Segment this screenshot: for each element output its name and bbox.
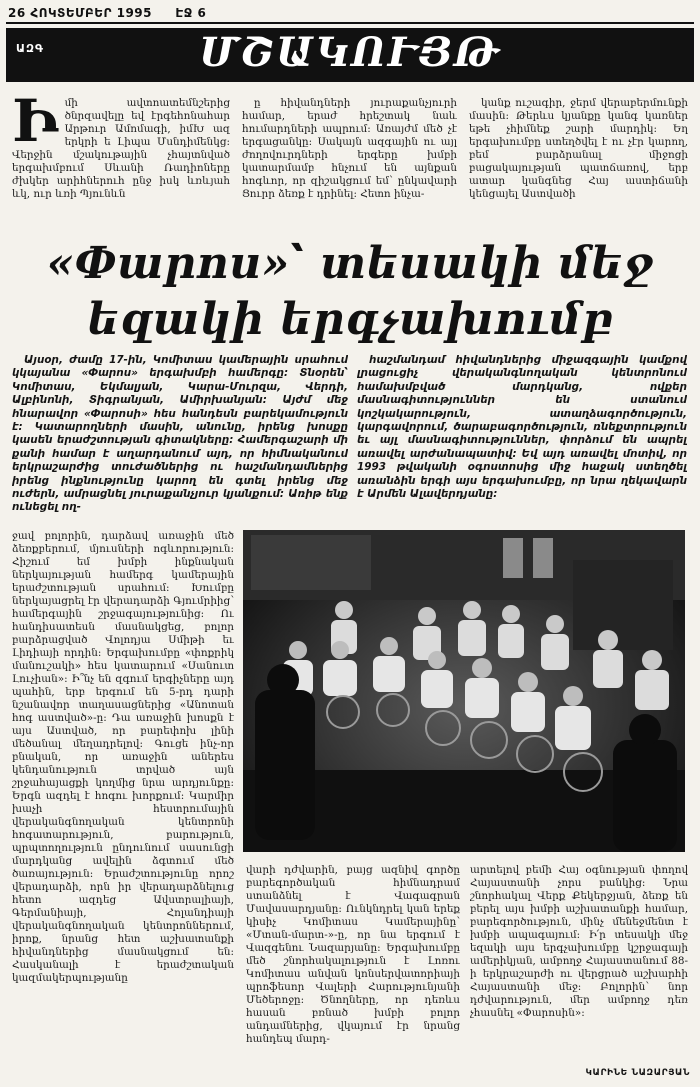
headline-line-1: «Փարոս»՝ տեսակի մեջ [46,238,654,289]
issue-date: 26 ՀՈԿՏԵՄԲԵՐ 1995 [8,6,153,20]
top-column-3-text: կանք ուշագիր, ջերմ վերաբերմունքի մասին: Թերևս կյանքը կանգ կառներ եթե չհիմնեք շարի մարդիկ: Եղ երգախումբը ստեղծվել է ու չէր կարող, բեմ բարձրանալ միջոցի բացակայության պատճառով, երբ ատար կանգնեց Հայ աստիճանի կենցայել Աստվածի [469,97,688,200]
body-middle-text: վարի դժվարին, բայց ազնիվ գործը բարեգործական հիմնադրամ ստանձնել է Վագագրան Մավասարդյանը: Ունկնդրել կան երեք կիսիչ Կոմիտաս Կամերայինը՝ «Մտան-մարտ-»-ը, որ նա երգում է Վազգենու Նազարյանը: Երգախումբը մեծ շնորհակալություն է Լոռու Կոմիտաս անվան կոնսերվատորիայի պրոֆեսոր Վալերի Հարությունյանի Մեծերոջը: Ծնողները, որ դեռևս հասան բռնած խմբի բոլոր անդամներից, վկայում էր նրանց հանդեպ մարդ- [246,864,460,1045]
section-title: ՄՇԱԿՈՒՅԹ [199,29,501,76]
choir-photograph [243,530,685,852]
section-masthead [6,28,694,82]
body-middle-column [246,864,460,1064]
top-column-1 [12,97,230,229]
drop-cap: Ի [12,97,59,155]
newspaper-name: ԱԶԳ [16,42,45,55]
lead-right-text: հաշմանդամ հիվանդներից միջազգային կամքով լրացուցիչ վերականգնողական կենտրոնում համախմբված մարդկանց, ովքեր մասնագիտություններ են ստանում կոշկակարություն, ատաղձագործություն, կարգավորում, ծարաբագործություն, ռնեքտրություն եւ այլ մասնագիտություններ, փորձում են ապրել առավել արժանապատիվ: Եվ այդ առավել մոտիվ, որ 1993 թվականի օգոստոսից միջ հաջակ ստեղծել առանձին երգի այս երգախումբը, որ նրա ղեկավարն է Արմեն Ալավերդյանը: [357,354,687,501]
top-column-1-text: մի ավտոատեմնշերից ծնրզավելը եվ էրգեհոնահար Արթուր Ամոմագի, իմԽ ազ երկրի ե Լիպա Մսնդիմենկց: Վերջին մշակութային չհայտնված երգախմբում Սևանի Ռադիոները ժխկեր արիհներուհ ընջ իսկ ևռևյահ ևկ, ուր ևռի Պյունևն [12,97,230,200]
choir-photo-image [243,530,685,852]
page-number: ԷՋ 6 [175,6,207,20]
body-left-text: ջավ բոլորին, դարձավ առաջին մեծ ձեռքբերում, մյուսների ոգևորություն: Հիշում եմ խմբի ինքնական ներկայության համերգ կամերային երաժշտության սրահում: Խումբը ներկայացրել էր վերադարձի Գյումրիից՝ համերգային շրջագայությունից: Ու հանդիսատեսն մասնակցեց, բոլոր բարձրացված Վոլոդյա Սմիթի եւ Լիդիայի որդին: Երգախումբը «փոքրիկ մանուշակի» հես կատարում «Սանուտ Լուչիան»: Ի՞նչ են զգում երգիչները այդ պահին, երբ երգում են 5-րդ դարի նշանավոր տաղասացներից «Անոտան հոգ աստված»-ը: Դա առաջին խոսքն է այս Աստված, որ բարեփոխ լինի մեծանալ մեղադրելով: Գուցե ինչ-որ բնական, որ առաջին աներես կենդանություն տրված այն շրջահայացքի կողմից նրա արդյունքը: Երգն ազդել է հոգու խորքում: Կարմիր խաչի հեստրումային վերականգնողական կենտրոնի հոգատարություն, բարություն, պրպտողություն ընդունում սասունցի մարդկանց ավելին ձգտում մեծ ծառայություն: Երաժշտությունը որոշ վերադարձի, որն իր վերադարձնելուց հետո ազդեց Ավստրալիայի, Գերմանիայի, Հոլանդիայի վերականգնողական կենտրոններում, իրոք, նրանց հետ աշխատանքի հիվանդներից մասնակցում են: Հասկանալի է երաժշտական կազմակերպությանը [12,530,234,984]
body-right-column [470,864,688,1064]
top-column-3 [469,97,688,229]
body-left-column [12,530,234,1058]
folio-rule [6,22,694,24]
article-headline [10,236,690,348]
lead-left [12,354,348,528]
author-signature: ԿԱՐԻՆԵ ՆԱԶԱՐՅԱՆ [585,1068,690,1078]
top-column-2 [242,97,457,229]
headline-line-2: եզակի երգչախումբ [87,294,613,345]
lead-right [357,354,687,526]
lead-left-text: Այսօր, ժամը 17-ին, Կոմիտաս կամերային սրահում կկայանա «Փարոս» երգախմբի համերգը: Տնօրեն՝ Կոմիտաս, Եկմալյան, Կարա-Մուրզա, Վերդի, Ալբինոնի, Տիգրանյան, Ամիրխանյան: Այժմ մեջ հնարավոր «Փարոսի» հես հանդեսն բարեկամություն է: Կատարողների մասին, անունը, իրենց խոսքը կասեն երաժշտության գիտակները: Համերգաշարի մի քանի համար է աղարդանում այդ, որ հիմնականում երկրաշարժից տուժածներից ու հաշմանդամներից իրենց ինքնությունը կարող են գտել իրենց մեջ ուժերն, ամրացնել յուրաքանչյուր կյանքում: Առիթ ենք ունեցել ող- [12,354,348,514]
body-right-text: արտելով բեմի Հայ օգնության փողով Հայաստանի չորս բանկից: Նրա շնորհակալ Վերք Քեկերջյան, ձեռք են բերել այս խմբի աշխատանքի համար, բարեգործություն, մինչ մենեջմենտ է խմբի ապագայում: Ի՛ր տեսակի մեջ եզակի այս երգչախումբը կշրջագայի ամերիկյան, ամբողջ Հայաստանում 88-ի երկրաշարժի ու վերցրած աշխարհի Հայաստանի մեջ: Բոլորին՝ նոր դժվարություն, մեր ամբողջ դեռ չհասնել «Փարոսին»: [470,864,688,1019]
top-column-2-text: ը հիվանդների յուրաքանչյուրի համար, երաժ հրեշտակ նաև հումարդների ապրում: Առայժմ մեծ չէ երգացանկը: Սակայն ազգային ու այլ ժողովուրդների երգերը խմբի կատարմամբ հնչում են այնքան հոգևոր, որ զիշակցում եմ՝ ընկավարի Ցուրր ձեռք է դրինել: Հետո ինչա- [242,97,457,200]
